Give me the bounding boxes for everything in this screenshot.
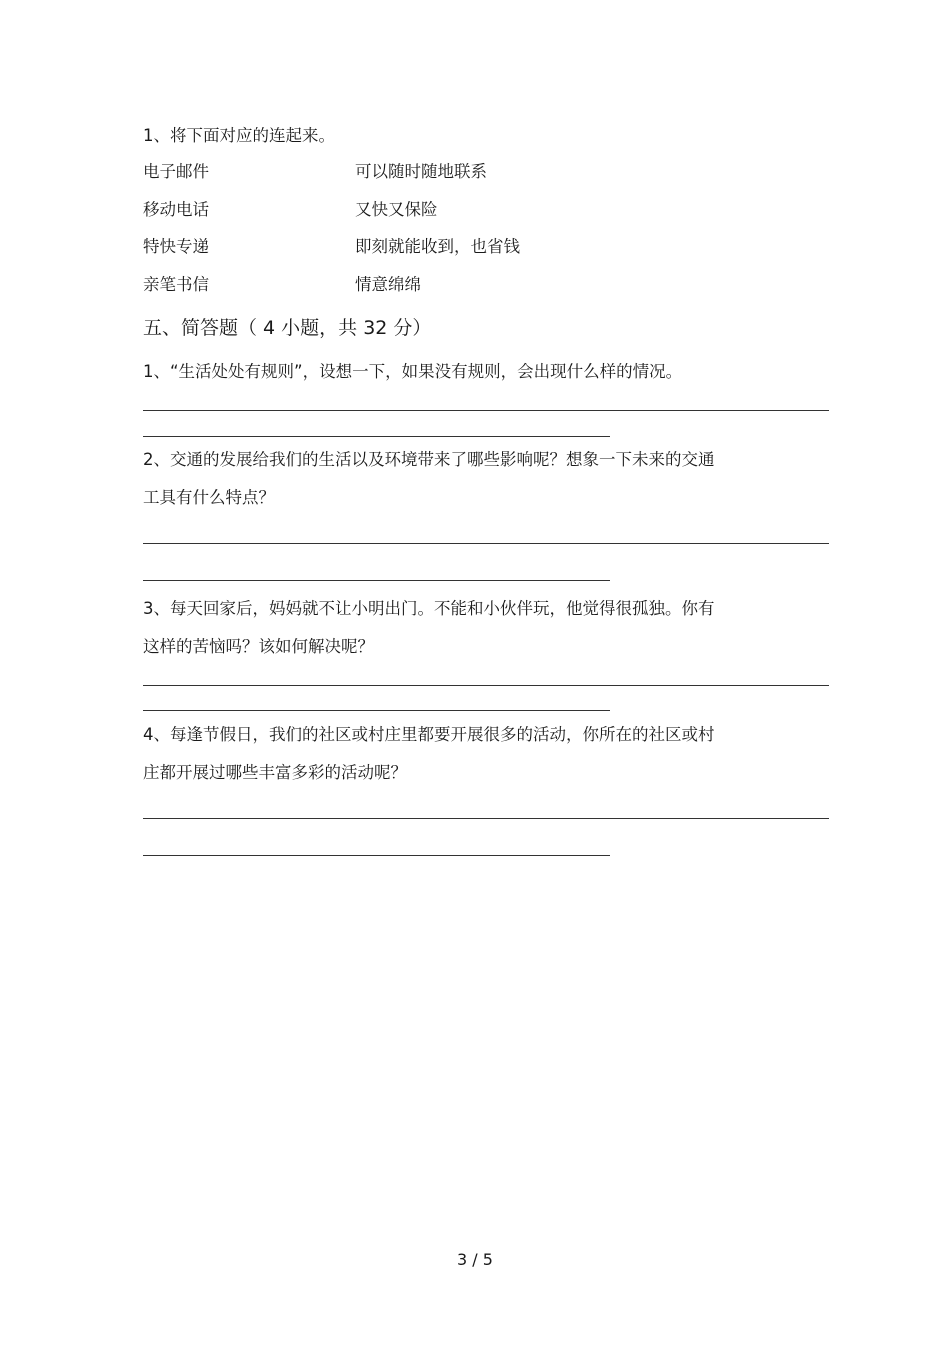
question-4-line-2: 庄都开展过哪些丰富多彩的活动呢？ bbox=[143, 763, 407, 782]
answer-line[interactable] bbox=[143, 685, 829, 686]
matching-right-item: 可以随时随地联系 bbox=[355, 162, 487, 181]
answer-line[interactable] bbox=[143, 543, 829, 544]
matching-right-item: 即刻就能收到，也省钱 bbox=[355, 237, 520, 256]
answer-line[interactable] bbox=[143, 818, 829, 819]
matching-right-item: 又快又保险 bbox=[355, 200, 438, 219]
question-1: 1、“生活处处有规则”，设想一下，如果没有规则，会出现什么样的情况。 bbox=[143, 362, 683, 381]
answer-line[interactable] bbox=[143, 855, 610, 856]
question-2-line-2: 工具有什么特点？ bbox=[143, 488, 275, 507]
matching-right-item: 情意绵绵 bbox=[355, 275, 421, 294]
section-heading: 五、简答题（ 4 小题，共 32 分） bbox=[143, 317, 432, 339]
answer-line[interactable] bbox=[143, 436, 610, 437]
matching-left-item: 特快专递 bbox=[143, 237, 209, 256]
answer-line[interactable] bbox=[143, 580, 610, 581]
question-4-line-1: 4、每逢节假日，我们的社区或村庄里都要开展很多的活动，你所在的社区或村 bbox=[143, 725, 715, 744]
question-2-line-1: 2、交通的发展给我们的生活以及环境带来了哪些影响呢？想象一下未来的交通 bbox=[143, 450, 715, 469]
matching-instruction: 1、将下面对应的连起来。 bbox=[143, 126, 335, 145]
answer-line[interactable] bbox=[143, 710, 610, 711]
question-3-line-1: 3、每天回家后，妈妈就不让小明出门。不能和小伙伴玩，他觉得很孤独。你有 bbox=[143, 599, 715, 618]
matching-left-item: 移动电话 bbox=[143, 200, 209, 219]
matching-left-item: 电子邮件 bbox=[143, 162, 209, 181]
page-number: 3 / 5 bbox=[457, 1250, 493, 1269]
matching-left-item: 亲笔书信 bbox=[143, 275, 209, 294]
answer-line[interactable] bbox=[143, 410, 829, 411]
question-3-line-2: 这样的苦恼吗？该如何解决呢？ bbox=[143, 637, 374, 656]
